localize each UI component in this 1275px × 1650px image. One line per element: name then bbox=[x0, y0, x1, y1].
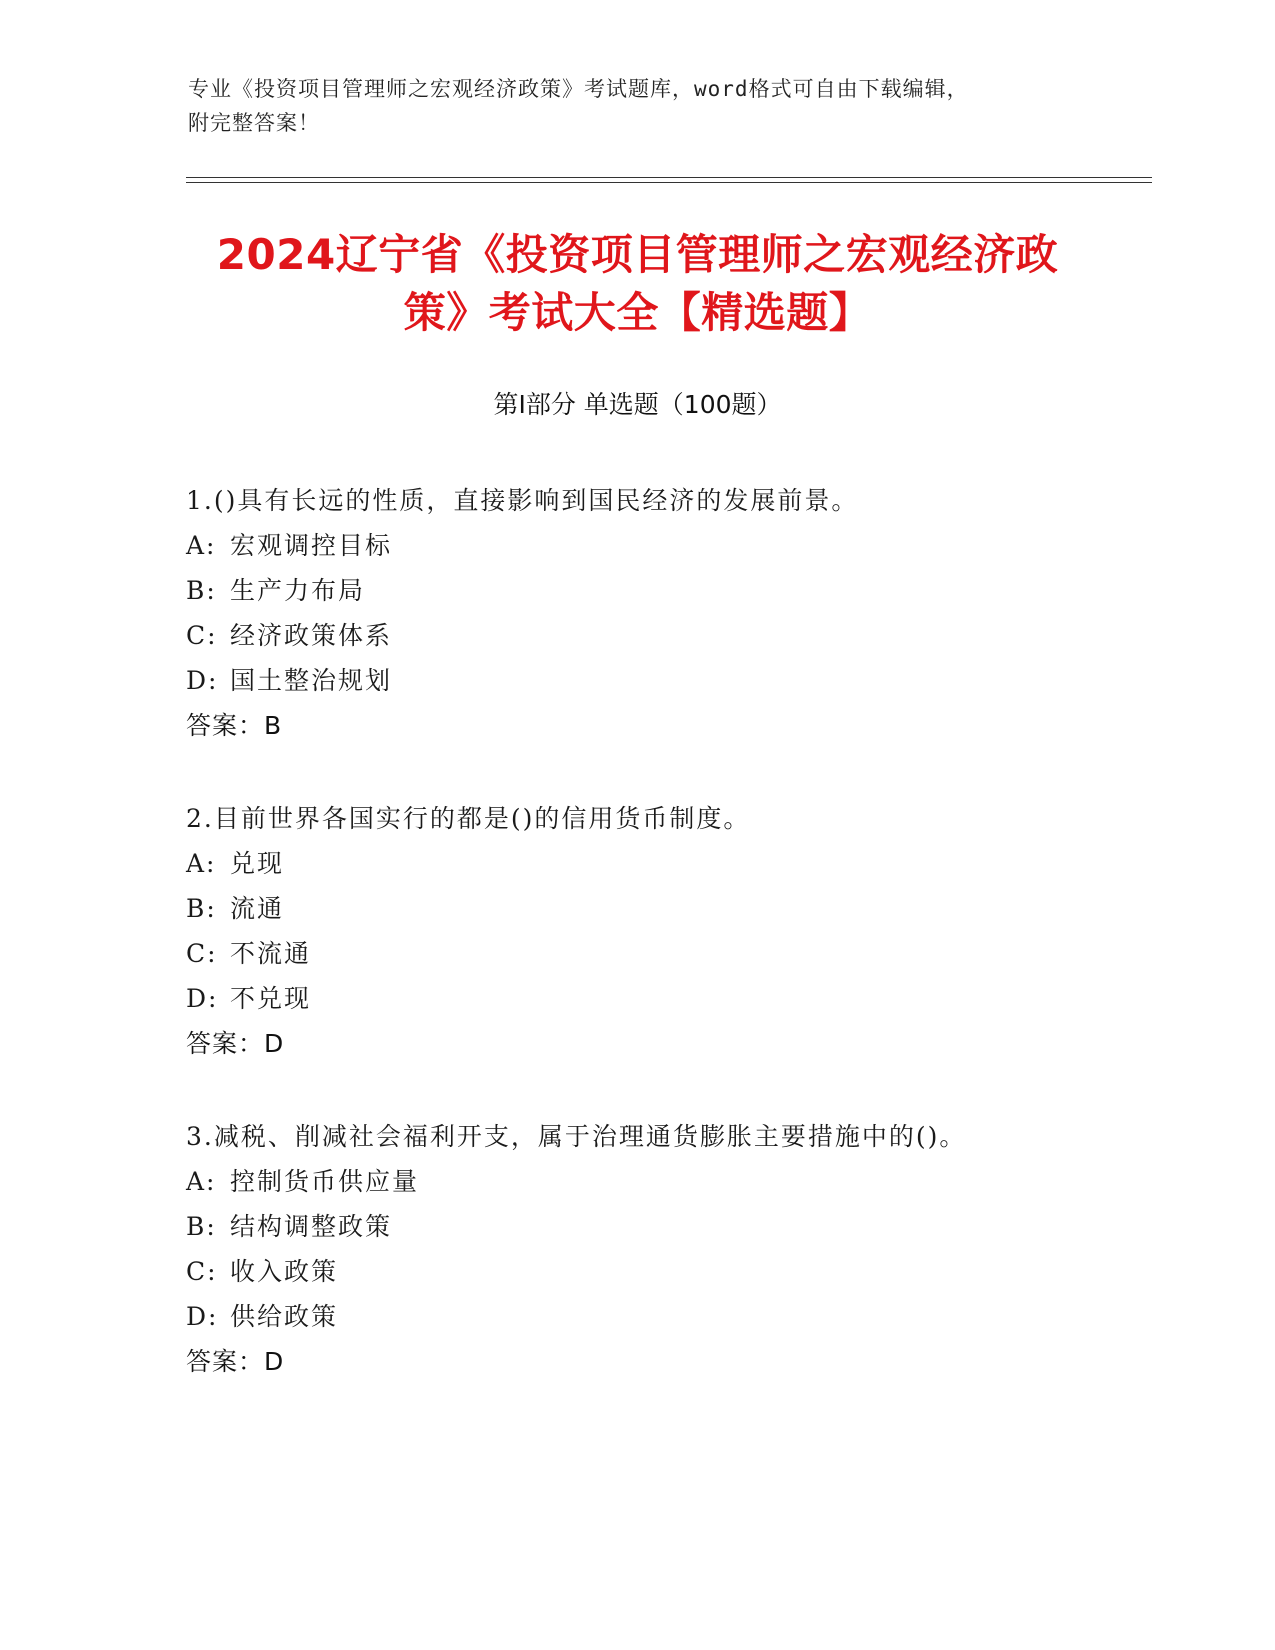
option-label: A: bbox=[186, 1167, 217, 1196]
option-a bbox=[186, 841, 1146, 886]
option-label: C: bbox=[186, 939, 218, 968]
option-text: 流通 bbox=[230, 894, 285, 923]
question-stem: 2.目前世界各国实行的都是()的信用货币制度。 bbox=[186, 804, 751, 833]
option-text: 收入政策 bbox=[230, 1257, 339, 1286]
document-title-line-2: 策》考试大全【精选题】 bbox=[403, 288, 872, 337]
option-d bbox=[186, 658, 1146, 703]
header-divider-top bbox=[186, 177, 1152, 178]
question-list bbox=[186, 478, 1146, 1432]
document-title-line-1: 2024辽宁省《投资项目管理师之宏观经济政 bbox=[216, 230, 1059, 279]
option-a bbox=[186, 523, 1146, 568]
question-1 bbox=[186, 478, 1146, 748]
header-divider-bottom bbox=[186, 182, 1152, 183]
option-c bbox=[186, 931, 1146, 976]
option-text: 生产力布局 bbox=[230, 576, 366, 605]
answer-key: 答案：D bbox=[186, 1347, 285, 1376]
option-text: 经济政策体系 bbox=[230, 621, 393, 650]
option-label: A: bbox=[186, 531, 217, 560]
option-label: B: bbox=[186, 1212, 217, 1241]
option-d bbox=[186, 976, 1146, 1021]
header-note-line-2: 附完整答案！ bbox=[188, 111, 320, 135]
option-b bbox=[186, 886, 1146, 931]
option-d bbox=[186, 1294, 1146, 1339]
question-stem: 3.减税、削减社会福利开支，属于治理通货膨胀主要措施中的()。 bbox=[186, 1122, 967, 1151]
option-label: B: bbox=[186, 576, 217, 605]
document-title bbox=[150, 226, 1125, 342]
question-2 bbox=[186, 796, 1146, 1066]
option-label: B: bbox=[186, 894, 217, 923]
option-label: C: bbox=[186, 1257, 218, 1286]
option-text: 国土整治规划 bbox=[230, 666, 393, 695]
option-text: 结构调整政策 bbox=[230, 1212, 393, 1241]
question-stem: 1.()具有长远的性质，直接影响到国民经济的发展前景。 bbox=[186, 486, 859, 515]
option-b bbox=[186, 1204, 1146, 1249]
option-text: 控制货币供应量 bbox=[230, 1167, 420, 1196]
section-heading: 第Ⅰ部分 单选题（100题） bbox=[493, 390, 782, 419]
answer-key: 答案：D bbox=[186, 1029, 285, 1058]
header-note-line-1: 专业《投资项目管理师之宏观经济政策》考试题库，word格式可自由下载编辑， bbox=[188, 77, 969, 101]
option-label: C: bbox=[186, 621, 218, 650]
header-note bbox=[188, 72, 1088, 140]
option-label: A: bbox=[186, 849, 217, 878]
question-3 bbox=[186, 1114, 1146, 1384]
answer-key: 答案：B bbox=[186, 711, 283, 740]
option-text: 不兑现 bbox=[230, 984, 312, 1013]
option-text: 宏观调控目标 bbox=[230, 531, 393, 560]
option-label: D: bbox=[186, 984, 219, 1013]
option-text: 不流通 bbox=[230, 939, 312, 968]
option-label: D: bbox=[186, 1302, 219, 1331]
option-text: 供给政策 bbox=[230, 1302, 339, 1331]
option-c bbox=[186, 1249, 1146, 1294]
option-a bbox=[186, 1159, 1146, 1204]
option-text: 兑现 bbox=[230, 849, 285, 878]
option-label: D: bbox=[186, 666, 219, 695]
option-b bbox=[186, 568, 1146, 613]
option-c bbox=[186, 613, 1146, 658]
